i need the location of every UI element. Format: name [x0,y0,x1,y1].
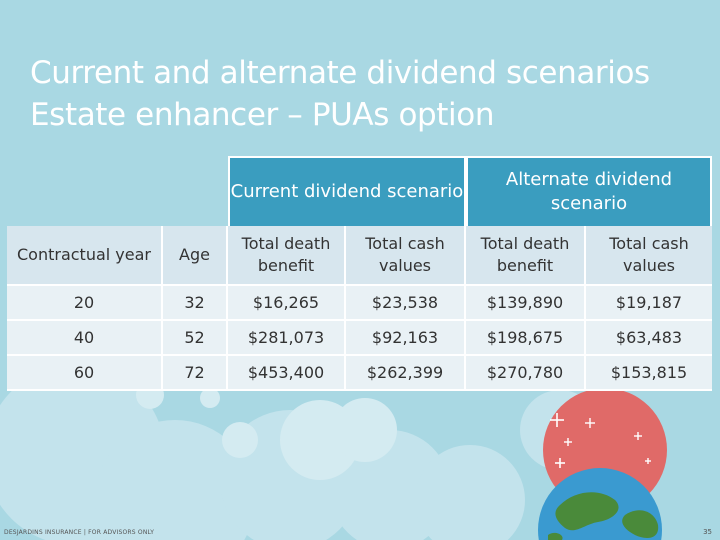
cell-contractual-year: 20 [7,286,163,321]
group-header-row [7,156,712,226]
cell-current-cash-values: $92,163 [346,321,466,356]
table-row [7,321,712,356]
column-header-contractual-year: Contractual year [7,226,163,286]
title-line-2: Estate enhancer – PUAs option [30,97,495,133]
column-header-alternate-cash-values: Total cash values [586,226,712,286]
column-header-current-death-benefit: Total death benefit [228,226,346,286]
cell-alternate-cash-values: $19,187 [586,286,712,321]
footer-text: DESJARDINS INSURANCE | FOR ADVISORS ONLY [4,529,155,536]
cell-contractual-year: 40 [7,321,163,356]
cell-current-death-benefit: $281,073 [228,321,346,356]
cell-age: 72 [163,356,228,391]
group-header-current: Current dividend scenario [228,156,466,226]
page-number: 35 [703,528,712,536]
column-header-current-cash-values: Total cash values [346,226,466,286]
group-header-alternate: Alternate dividend scenario [466,156,712,226]
cell-contractual-year: 60 [7,356,163,391]
cell-current-cash-values: $262,399 [346,356,466,391]
slide-title [30,52,690,136]
column-header-age: Age [163,226,228,286]
cell-alternate-death-benefit: $270,780 [466,356,586,391]
cell-alternate-cash-values: $63,483 [586,321,712,356]
dividend-scenarios-table [7,156,712,391]
column-header-alternate-death-benefit: Total death benefit [466,226,586,286]
cell-alternate-cash-values: $153,815 [586,356,712,391]
cell-current-cash-values: $23,538 [346,286,466,321]
table-row [7,286,712,321]
cell-current-death-benefit: $16,265 [228,286,346,321]
cell-age: 52 [163,321,228,356]
cell-current-death-benefit: $453,400 [228,356,346,391]
cell-alternate-death-benefit: $198,675 [466,321,586,356]
title-line-1: Current and alternate dividend scenarios [30,55,650,91]
column-header-row [7,226,712,286]
table-row [7,356,712,391]
cell-age: 32 [163,286,228,321]
cell-alternate-death-benefit: $139,890 [466,286,586,321]
